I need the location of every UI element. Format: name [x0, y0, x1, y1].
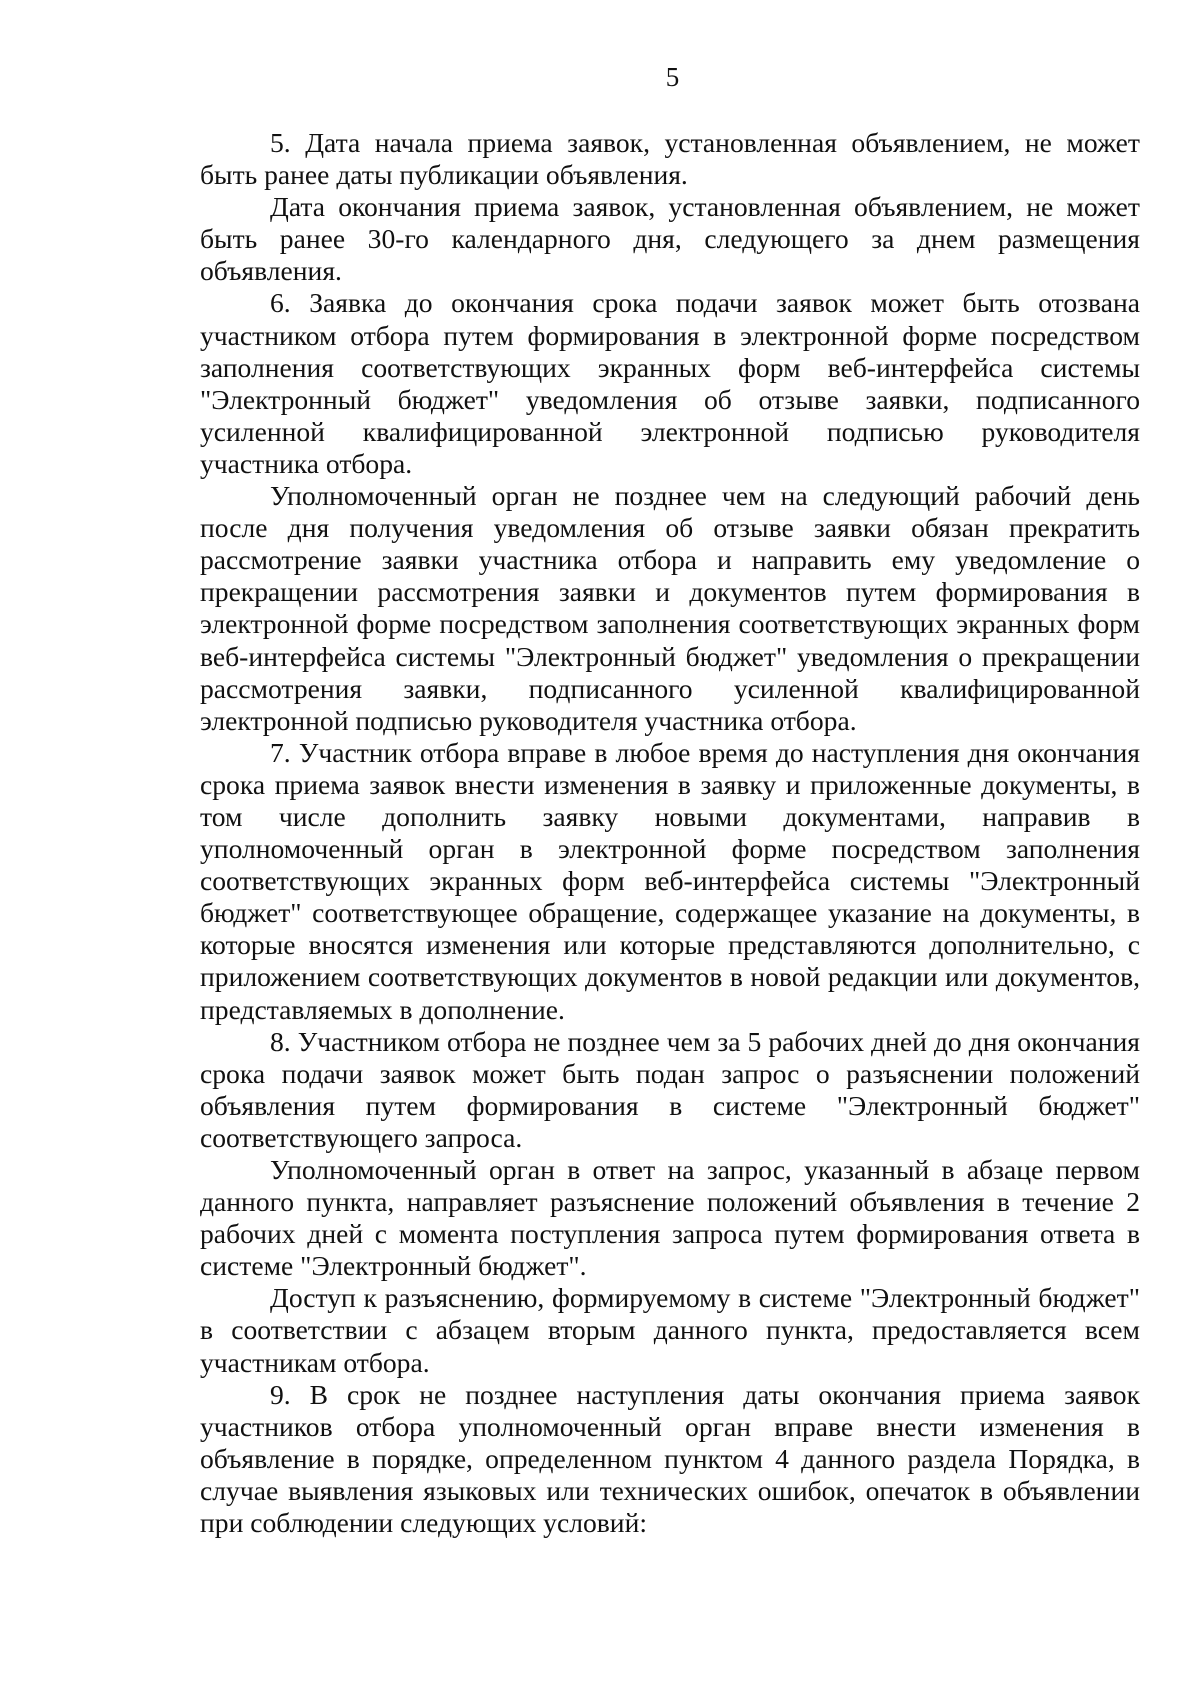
paragraph-5: 5. Дата начала приема заявок, установленная объявлением, не может быть ранее даты публикации объявления.: [200, 127, 1140, 191]
paragraph-9: 9. В срок не позднее наступления даты окончания приема заявок участников отбора уполномоченный орган вправе внести изменения в объявление в порядке, определенном пунктом 4 данного раздела Порядка, в случае выявления языковых или технических ошибок, опечаток в объявлении при соблюдении следующих условий:: [200, 1378, 1140, 1539]
paragraph-6: 6. Заявка до окончания срока подачи заявок может быть отозвана участником отбора путем формирования в электронной форме посредством заполнения соответствующих экранных форм веб-интерфейса системы "Электронный бюджет" уведомления об отзыве заявки, подписанного усиленной квалифицированной электронной подписью руководителя участника отбора.: [200, 287, 1140, 479]
paragraph-6-authority: Уполномоченный орган не позднее чем на следующий рабочий день после дня получения уведомления об отзыве заявки обязан прекратить рассмотрение заявки участника отбора и направить ему уведомление о прекращении рассмотрения заявки и документов путем формирования в электронной форме посредством заполнения соответствующих экранных форм веб-интерфейса системы "Электронный бюджет" уведомления о прекращении рассмотрения заявки, подписанного усиленной квалифицированной электронной подписью руководителя участника отбора.: [200, 480, 1140, 736]
page-number: 5: [665, 62, 680, 92]
paragraph-7: 7. Участник отбора вправе в любое время до наступления дня окончания срока приема заявок внести изменения в заявку и приложенные документы, в том числе дополнить заявку новыми документами, направив в уполномоченный орган в электронной форме посредством заполнения соответствующих экранных форм веб-интерфейса системы "Электронный бюджет" соответствующее обращение, содержащее указание на документы, в которые вносятся изменения или которые представляются дополнительно, с приложением соответствующих документов в новой редакции или документов, представляемых в дополнение.: [200, 736, 1140, 1025]
paragraph-8-response: Уполномоченный орган в ответ на запрос, указанный в абзаце первом данного пункта, направляет разъяснение положений объявления в течение 2 рабочих дней с момента поступления запроса путем формирования ответа в системе "Электронный бюджет".: [200, 1154, 1140, 1282]
paragraph-5-deadline: Дата окончания приема заявок, установленная объявлением, не может быть ранее 30-го календарного дня, следующего за днем размещения объявления.: [200, 191, 1140, 287]
document-body: [200, 127, 1140, 1539]
paragraph-8: 8. Участником отбора не позднее чем за 5 рабочих дней до дня окончания срока подачи заявок может быть подан запрос о разъяснении положений объявления путем формирования в системе "Электронный бюджет" соответствующего запроса.: [200, 1025, 1140, 1153]
paragraph-8-access: Доступ к разъяснению, формируемому в системе "Электронный бюджет" в соответствии с абзацем вторым данного пункта, предоставляется всем участникам отбора.: [200, 1282, 1140, 1378]
